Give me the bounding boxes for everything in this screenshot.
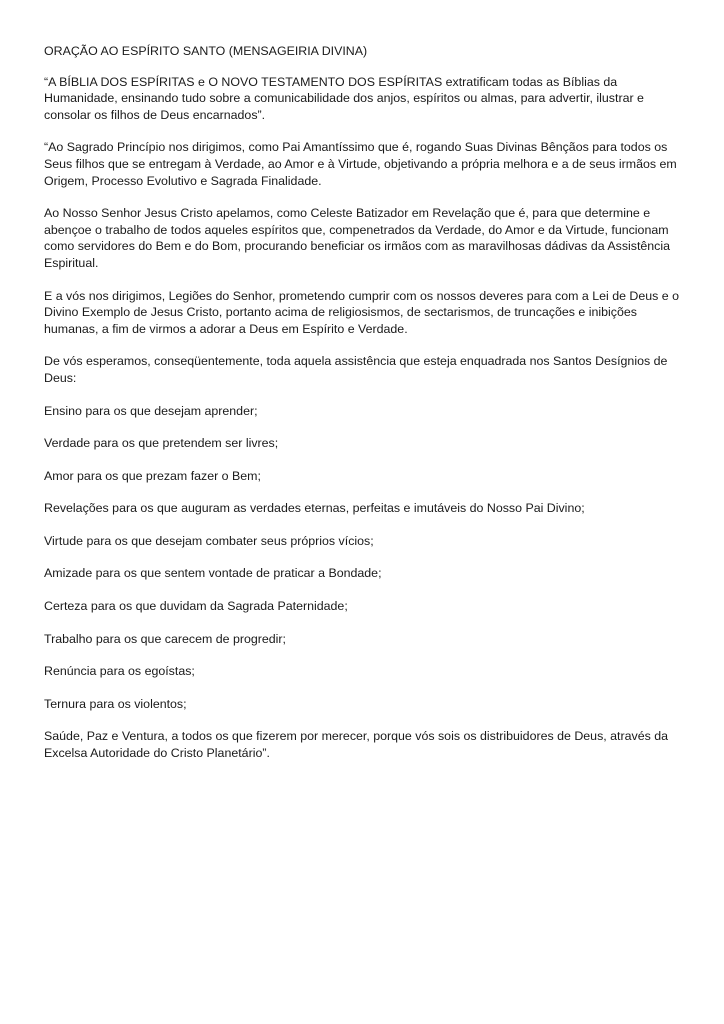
- paragraph: Trabalho para os que carecem de progredir;: [44, 631, 286, 646]
- document-body: [44, 43, 684, 762]
- paragraph: Revelações para os que auguram as verdades eternas, perfeitas e imutáveis do Nosso Pai Divino;: [44, 501, 585, 516]
- paragraph: “A BÍBLIA DOS ESPÍRITAS e O NOVO TESTAMENTO DOS ESPÍRITAS extratificam todas as Bíblias da Humanidade, ensinando tudo sobre a comunicabilidade dos anjos, espíritos ou almas, para advertir, ilustrar e consolar os filhos de Deus encarnados”.: [44, 74, 644, 122]
- paragraph: “Ao Sagrado Princípio nos dirigimos, como Pai Amantíssimo que é, rogando Suas Divinas Bênçãos para todos os Seus filhos que se entregam à Verdade, ao Amor e à Virtude, objetivando a própria melhora e a de seus irmãos em Origem, Processo Evolutivo e Sagrada Finalidade.: [44, 140, 677, 188]
- paragraph: Certeza para os que duvidam da Sagrada Paternidade;: [44, 599, 348, 614]
- paragraph: Ensino para os que desejam aprender;: [44, 403, 258, 418]
- paragraph: E a vós nos dirigimos, Legiões do Senhor, prometendo cumprir com os nossos deveres para com a Lei de Deus e o Divino Exemplo de Jesus Cristo, portanto acima de religiosismos, de sectarismos, de truncações e inibições humanas, a fim de virmos a adorar a Deus em Espírito e Verdade.: [44, 288, 680, 336]
- paragraph: Verdade para os que pretendem ser livres;: [44, 436, 279, 451]
- paragraph: Virtude para os que desejam combater seus próprios vícios;: [44, 533, 374, 548]
- paragraph: Amor para os que prezam fazer o Bem;: [44, 468, 261, 483]
- paragraph: Amizade para os que sentem vontade de praticar a Bondade;: [44, 566, 382, 581]
- paragraph: Renúncia para os egoístas;: [44, 664, 195, 679]
- paragraph: Saúde, Paz e Ventura, a todos os que fizerem por merecer, porque vós sois os distribuidores de Deus, através da Excelsa Autoridade do Cristo Planetário”.: [44, 729, 669, 761]
- document-title: ORAÇÃO AO ESPÍRITO SANTO (MENSAGEIRIA DIVINA): [44, 44, 368, 58]
- paragraph: Ternura para os violentos;: [44, 696, 187, 711]
- paragraph: De vós esperamos, conseqüentemente, toda aquela assistência que esteja enquadrada nos Santos Desígnios de Deus:: [44, 354, 668, 385]
- paragraph: Ao Nosso Senhor Jesus Cristo apelamos, como Celeste Batizador em Revelação que é, para que determine e abençoe o trabalho de todos aqueles espíritos que, compenetrados da Verdade, do Amor e da Virtude, funcionam como servidores do Bem e do Bom, procurando beneficiar os irmãos com as maravilhosas dádivas da Assistência Espiritual.: [44, 206, 671, 270]
